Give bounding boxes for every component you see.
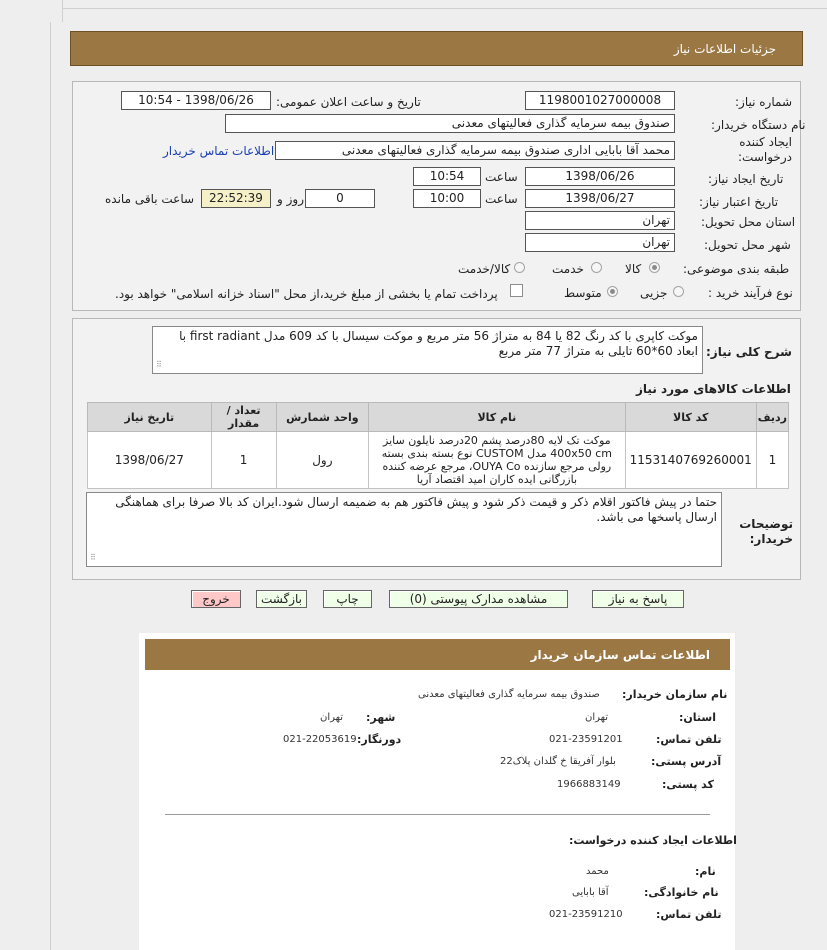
contact-fax-label: دورنگار:	[357, 733, 402, 746]
back-button[interactable]: بازگشت	[256, 590, 307, 608]
province-label: استان محل تحویل:	[701, 215, 796, 229]
category-radio-goods[interactable]	[649, 262, 660, 273]
created-date-field[interactable]: 1398/06/26	[525, 167, 675, 186]
creator-family-label: نام خانوادگی:	[644, 886, 719, 899]
buyer-org-field[interactable]: صندوق بیمه سرمایه گذاری فعالیتهای معدنی	[225, 114, 675, 133]
contact-divider	[165, 814, 710, 815]
remaining-time-label: ساعت باقی مانده	[105, 192, 195, 206]
city-label: شهر محل تحویل:	[704, 238, 791, 252]
cell-date: 1398/06/27	[88, 432, 212, 489]
process-label: نوع فرآیند خرید :	[708, 286, 793, 300]
col-unit: واحد شمارش	[276, 403, 369, 432]
contact-address-label: آدرس پستی:	[651, 755, 722, 768]
cell-unit: رول	[276, 432, 369, 489]
announce-date-label: تاریخ و ساعت اعلان عمومی:	[276, 95, 421, 109]
validity-days-label: روز و	[277, 192, 304, 206]
col-row: ردیف	[756, 403, 788, 432]
category-label: طبقه بندی موضوعی:	[683, 262, 790, 276]
created-date-label: تاریخ ایجاد نیاز:	[708, 172, 784, 186]
col-name: نام کالا	[369, 403, 626, 432]
top-divider	[62, 8, 827, 9]
province-field[interactable]: تهران	[525, 211, 675, 230]
creator-title: اطلاعات ایجاد کننده درخواست:	[569, 834, 737, 847]
validity-time-label: ساعت	[485, 192, 518, 206]
creator-phone: 021-23591210	[549, 909, 623, 920]
category-option-goods: کالا	[625, 262, 642, 276]
description-label: شرح کلی نیاز:	[706, 345, 792, 359]
announce-date-field[interactable]: 1398/06/26 - 10:54	[121, 91, 271, 110]
left-divider	[62, 0, 63, 22]
buyer-notes-textarea[interactable]	[86, 492, 722, 567]
process-radio-medium[interactable]	[607, 286, 618, 297]
need-number-field[interactable]: 1198001027000008	[525, 91, 675, 110]
treasury-payment-note: پرداخت تمام یا بخشی از مبلغ خرید،از محل "اسناد خزانه اسلامی" خواهد بود.	[115, 287, 498, 301]
validity-time-field[interactable]: 10:00	[413, 189, 481, 208]
buyer-org-label: نام دستگاه خریدار:	[711, 118, 806, 132]
attachments-button[interactable]: مشاهده مدارک پیوستی (0)	[389, 590, 568, 608]
process-radio-minor[interactable]	[673, 286, 684, 297]
validity-date-field[interactable]: 1398/06/27	[525, 189, 675, 208]
process-option-minor: جزیی	[640, 286, 668, 300]
col-code: کد کالا	[625, 403, 756, 432]
requester-label: ایجاد کننده درخواست:	[738, 135, 792, 164]
creator-phone-label: تلفن تماس:	[656, 908, 722, 921]
description-textarea[interactable]	[152, 326, 703, 374]
description-text: موکت کاپری با کد رنگ 82 یا 84 به متراژ 56 متر مربع و موکت سیسال با کد 609 مدل first radiant با ابعاد 60*60 تایلی به متراژ 77 متر مربع	[179, 329, 698, 358]
city-field[interactable]: تهران	[525, 233, 675, 252]
category-option-service: خدمت	[552, 262, 584, 276]
table-row[interactable]	[88, 432, 789, 489]
contact-city: تهران	[320, 712, 344, 723]
contact-org-label: نام سازمان خریدار:	[622, 688, 728, 701]
remaining-time-field: 22:52:39	[201, 189, 271, 208]
creator-name-label: نام:	[695, 865, 716, 878]
contact-title: اطلاعات تماس سازمان خریدار	[145, 639, 730, 670]
cell-qty: 1	[211, 432, 276, 489]
contact-phone: 021-23591201	[549, 734, 623, 745]
buyer-contact-link[interactable]: اطلاعات تماس خریدار	[163, 144, 275, 158]
category-radio-both[interactable]	[514, 262, 525, 273]
page-title: جزئیات اطلاعات نیاز	[70, 31, 803, 66]
cell-row: 1	[756, 432, 788, 489]
items-title: اطلاعات کالاهای مورد نیاز	[636, 382, 791, 396]
resize-grip-icon[interactable]: ⠿	[90, 553, 96, 562]
category-option-both: کالا/خدمت	[458, 262, 511, 276]
creator-family: آقا بابایی	[572, 887, 609, 898]
exit-button[interactable]: خروج	[191, 590, 241, 608]
creator-name: محمد	[586, 866, 609, 877]
reply-button[interactable]: پاسخ به نیاز	[592, 590, 684, 608]
category-radio-service[interactable]	[591, 262, 602, 273]
contact-province: تهران	[585, 712, 609, 723]
created-time-label: ساعت	[485, 170, 518, 184]
contact-org: صندوق بیمه سرمایه گذاری فعالیتهای معدنی	[418, 689, 600, 700]
contact-phone-label: تلفن تماس:	[656, 733, 722, 746]
process-option-medium: متوسط	[564, 286, 602, 300]
contact-fax: 021-22053619	[283, 734, 357, 745]
cell-name: موکت تک لایه 80درصد پشم 20درصد نایلون سایز 400x50 cm مدل CUSTOM نوع بسته بندی بسته رولی مرجع سازنده OUYA Co، مرجع عرضه کننده بازرگانی ایده کاران امید اقتصاد آریا	[369, 432, 626, 489]
col-qty: تعداد / مقدار	[211, 403, 276, 432]
treasury-payment-checkbox[interactable]	[510, 284, 523, 297]
items-table	[87, 402, 789, 489]
created-time-field[interactable]: 10:54	[413, 167, 481, 186]
col-date: تاریخ نیاز	[88, 403, 212, 432]
contact-postal-label: کد پستی:	[662, 778, 714, 791]
resize-grip-icon[interactable]: ⠿	[156, 360, 162, 369]
contact-province-label: استان:	[679, 711, 716, 724]
cell-code: 1153140769260001	[625, 432, 756, 489]
print-button[interactable]: چاپ	[323, 590, 372, 608]
buyer-notes-label: توضیحات خریدار:	[739, 517, 793, 546]
contact-postal: 1966883149	[557, 779, 621, 790]
validity-date-label: تاریخ اعتبار نیاز:	[699, 195, 779, 209]
contact-address: بلوار آفریقا خ گلدان پلاک22	[500, 756, 616, 767]
contact-card	[139, 633, 735, 950]
left-rail	[50, 22, 51, 950]
need-number-label: شماره نیاز:	[735, 95, 792, 109]
items-header-row	[88, 403, 789, 432]
requester-field[interactable]: محمد آقا بابایی اداری صندوق بیمه سرمایه گذاری فعالیتهای معدنی	[275, 141, 675, 160]
validity-days-field[interactable]: 0	[305, 189, 375, 208]
buyer-notes-text: حتما در پیش فاکتور اقلام ذکر و قیمت ذکر شود و پیش فاکتور هم به ضمیمه ارسال شود.ایران کد بالا صرفا برای هماهنگی ارسال پاسخها می باشد.	[115, 495, 717, 524]
contact-city-label: شهر:	[366, 711, 396, 724]
